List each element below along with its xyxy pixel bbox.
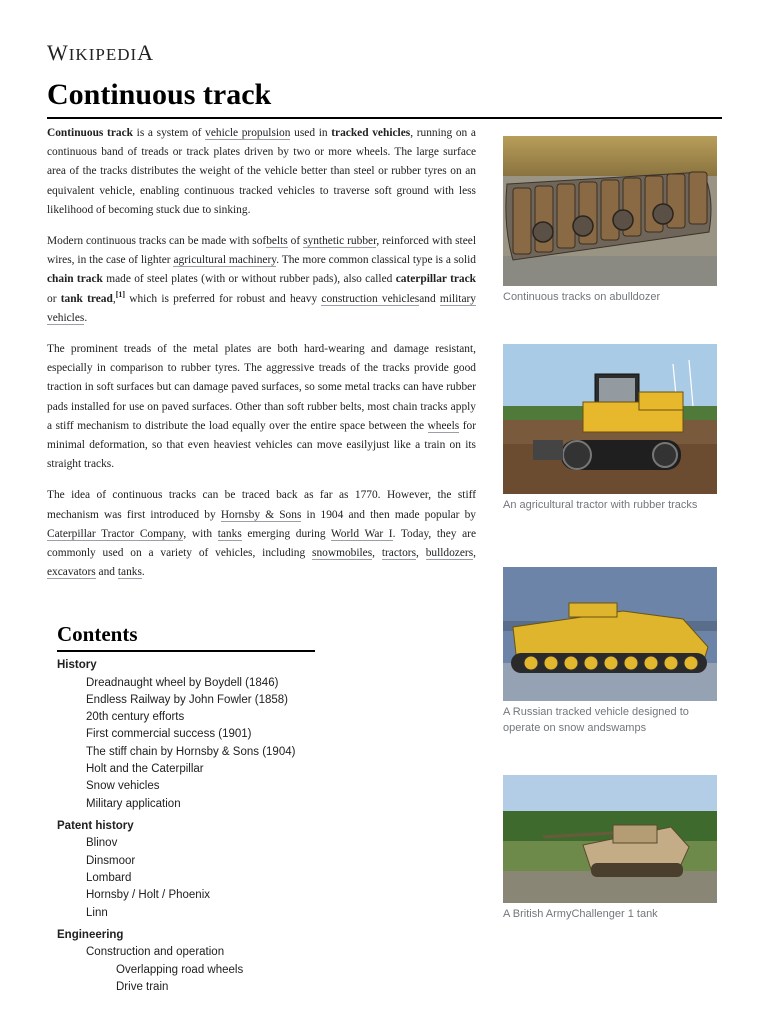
article-body [47, 124, 476, 594]
paragraph-history [47, 486, 476, 582]
logo-letter: W [47, 40, 69, 65]
link-tractors[interactable]: tractors [381, 547, 416, 560]
text: made of steel plates (with or without rubber pads), also called [102, 273, 396, 286]
link-hornsby-sons[interactable]: Hornsby & Sons [220, 508, 302, 521]
text: , reinforced with steel wires, in the case of lighter [47, 235, 476, 267]
text: which is preferred for robust and heavy [125, 292, 322, 305]
text: of [287, 235, 304, 248]
figure-tractor [503, 344, 717, 513]
contents-divider [57, 650, 315, 652]
toc-subitem[interactable]: Overlapping road wheels [116, 963, 244, 976]
reference-link[interactable]: [1] [115, 289, 126, 299]
text: The idea of continuous tracks can be traced back as far as 1770. However, the stiff mechanism was first introduced by [47, 489, 476, 521]
page-title: Continuous track [47, 78, 272, 111]
toc-section-engineering[interactable]: Engineering [57, 928, 124, 941]
toc-section-history[interactable]: History [57, 659, 97, 671]
link-tanks[interactable]: tanks [217, 527, 242, 540]
toc-item[interactable]: Blinov [86, 837, 118, 850]
term-bold: tank tread [60, 292, 113, 305]
term-bold: Continuous track [47, 127, 133, 139]
text: used in [290, 127, 332, 139]
table-of-contents [57, 657, 295, 996]
title-divider [47, 117, 722, 119]
text: in 1904 and then made popular by [301, 508, 477, 521]
toc-item[interactable]: The stiff chain by Hornsby & Sons (1904) [86, 745, 296, 758]
text: is a system of [132, 127, 206, 139]
figure-russian-vehicle [503, 567, 717, 736]
text: and [419, 292, 440, 305]
toc-item[interactable]: Dinsmoor [86, 854, 136, 867]
text: for minimal deformation, so that even heaviest vehicles can move easilyjust like a train on its straight tracks. [47, 419, 476, 471]
link-excavators[interactable]: excavators [47, 566, 96, 579]
link-wheels[interactable]: wheels [427, 419, 460, 432]
term-bold: chain track [47, 273, 103, 286]
text: , [112, 292, 116, 305]
link-synthetic-rubber[interactable]: synthetic rubber [303, 235, 377, 248]
toc-subitem[interactable]: Drive train [116, 980, 169, 993]
logo-letters: IKIPEDI [68, 45, 138, 64]
contents-heading: Contents [57, 622, 138, 646]
russian-tracked-vehicle-image[interactable] [503, 567, 717, 701]
toc-item[interactable]: First commercial success (1901) [86, 728, 252, 741]
toc-item[interactable]: Holt and the Caterpillar [86, 762, 204, 775]
link-world-war-i[interactable]: World War I [330, 527, 393, 540]
logo-letter: A [137, 40, 155, 65]
link-snowmobiles[interactable]: snowmobiles [312, 547, 373, 560]
tractor-image[interactable] [503, 344, 717, 494]
text: . The more common classical type is a solid [276, 254, 476, 267]
figure-caption: Continuous tracks on abulldozer [503, 291, 661, 303]
figure-challenger-tank [503, 775, 717, 922]
text: . [141, 566, 145, 579]
wikipedia-logo[interactable] [47, 40, 154, 66]
link-caterpillar-tractor-company[interactable]: Caterpillar Tractor Company [47, 527, 184, 540]
text: , with [183, 527, 218, 540]
toc-item[interactable]: 20th century efforts [86, 711, 185, 724]
text: and [95, 566, 118, 579]
paragraph-treads [47, 340, 476, 474]
text: , [473, 547, 476, 560]
link-bulldozers[interactable]: bulldozers [425, 547, 474, 560]
link-military-vehicles[interactable]: military vehicles [47, 292, 476, 324]
figure-bulldozer [503, 136, 717, 305]
figure-caption: An agricultural tractor with rubber tracks [503, 499, 698, 511]
toc-item[interactable]: Lombard [86, 871, 132, 884]
toc-item[interactable]: Endless Railway by John Fowler (1858) [86, 693, 288, 706]
text: . [84, 311, 88, 324]
term-bold: caterpillar track [395, 273, 477, 286]
link-tanks[interactable]: tanks [117, 566, 142, 579]
toc-item[interactable]: Linn [86, 906, 108, 919]
figure-caption: A British ArmyChallenger 1 tank [503, 908, 658, 920]
link-vehicle-propulsion[interactable]: vehicle propulsion [205, 127, 291, 139]
toc-section-patent-history[interactable]: Patent history [57, 819, 134, 832]
toc-item[interactable]: Dreadnaught wheel by Boydell (1846) [86, 676, 279, 689]
text: . Today, they are commonly used on a variety of vehicles, including [47, 527, 476, 560]
text: Modern continuous tracks can be made with sof [47, 235, 267, 248]
bulldozer-track-image[interactable] [503, 136, 717, 286]
text: or [47, 292, 61, 305]
figure-caption: A Russian tracked vehicle designed to operate on snow andswamps [503, 706, 689, 734]
toc-item[interactable]: Construction and operation [86, 946, 225, 959]
text: , [372, 547, 382, 560]
toc-item[interactable]: Snow vehicles [86, 780, 160, 793]
paragraph-intro [47, 124, 476, 220]
link-agricultural-machinery[interactable]: agricultural machinery [173, 254, 277, 267]
text: emerging during [241, 527, 331, 540]
toc-item[interactable]: Military application [86, 797, 181, 810]
paragraph-modern [47, 232, 476, 328]
link-construction-vehicles[interactable]: construction vehicles [321, 292, 420, 305]
term-bold: tracked vehicles [331, 127, 411, 139]
challenger-tank-image[interactable] [503, 775, 717, 903]
toc-item[interactable]: Hornsby / Holt / Phoenix [86, 889, 211, 902]
link-belts[interactable]: belts [266, 235, 288, 248]
text: , running on a continuous band of treads or track plates driven by two or more wheels. The large surface area of the tracks distributes the weight of the vehicle better than steel or rubber tyres on an equivalent vehicle, enabling continuous tracked vehicles to traverse soft ground with less likelihood of becoming stuck due to sinking. [47, 127, 476, 216]
text: , [416, 547, 426, 560]
text: The prominent treads of the metal plates are both hard-wearing and damage resistant, especially in comparison to rubber tyres. The aggressive treads of the tracks provide good traction in soft surfaces but can damage paved surfaces, so some metal tracks can have rubber pads installed for use on paved surfaces. Other than soft rubber belts, most chain tracks apply a stiff mechanism to distribute the load equally over the entire space between the [47, 343, 476, 432]
